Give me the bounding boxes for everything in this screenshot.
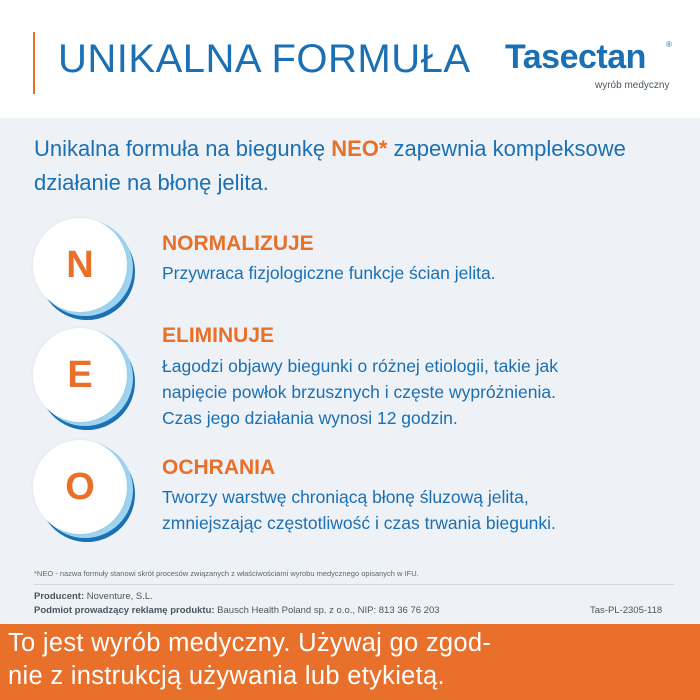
banner-line-2: nie z instrukcją używania lub etykietą. (8, 662, 445, 690)
advertiser-label: Podmiot prowadzący reklamę produktu: (34, 605, 215, 616)
description-line: zmniejszając częstotliwość i czas trwania biegunki. (162, 513, 556, 533)
intro-before: Unikalna formuła na biegunkę (34, 136, 332, 161)
divider (34, 584, 674, 585)
advertiser-value: Bausch Health Poland sp. z o.o., NIP: 813 36 76 203 (214, 605, 440, 616)
badge-letter: O (65, 465, 95, 508)
description-line: Przywraca fizjologiczne funkcje ścian jelita. (162, 263, 496, 283)
badge-letter: N (66, 243, 94, 286)
description-line: napięcie powłok brzusznych i częste wypróżnienia. (162, 382, 556, 402)
producer-label: Producent: (34, 591, 85, 602)
feature-title: OCHRANIA (162, 456, 276, 479)
letter-badge-e (33, 328, 137, 432)
producer-value: Noventure, S.L. (84, 591, 153, 602)
intro-neo-highlight: NEO* (331, 136, 388, 161)
page-title: UNIKALNA FORMUŁA (58, 37, 471, 81)
feature-description (162, 353, 682, 431)
header-accent-bar (33, 32, 35, 94)
reference-code: Tas-PL-2305-118 (590, 605, 663, 616)
advertiser-info (34, 605, 440, 616)
description-line: Czas jego działania wynosi 12 godzin. (162, 408, 458, 428)
description-line: Tworzy warstwę chroniącą błonę śluzową jelita, (162, 487, 529, 507)
feature-description (162, 260, 682, 286)
badge-circle (33, 218, 127, 312)
producer-info (34, 591, 153, 602)
brand-subtitle: wyrób medyczny (595, 80, 670, 91)
intro-after: zapewnia kompleksowe działanie na błonę jelita. (34, 136, 626, 195)
intro-text (34, 132, 684, 200)
letter-badge-n (33, 218, 137, 322)
badge-circle (33, 440, 127, 534)
brand-logo: Tasectan (505, 38, 646, 76)
description-line: Łagodzi objawy biegunki o różnej etiologii, takie jak (162, 356, 558, 376)
badge-circle (33, 328, 127, 422)
feature-description (162, 484, 682, 536)
feature-title: ELIMINUJE (162, 324, 275, 347)
footnote: *NEO - nazwa formuły stanowi skrót procesów związanych z właściwościami wyrobu medycznego opisanych w IFU. (34, 569, 419, 578)
medical-device-banner (0, 624, 700, 700)
letter-badge-o (33, 440, 137, 544)
banner-line-1: To jest wyrób medyczny. Używaj go zgod- (8, 629, 492, 657)
header (0, 0, 700, 118)
badge-letter: E (67, 353, 93, 396)
feature-title: NORMALIZUJE (162, 232, 314, 255)
registered-mark: ® (666, 40, 672, 49)
